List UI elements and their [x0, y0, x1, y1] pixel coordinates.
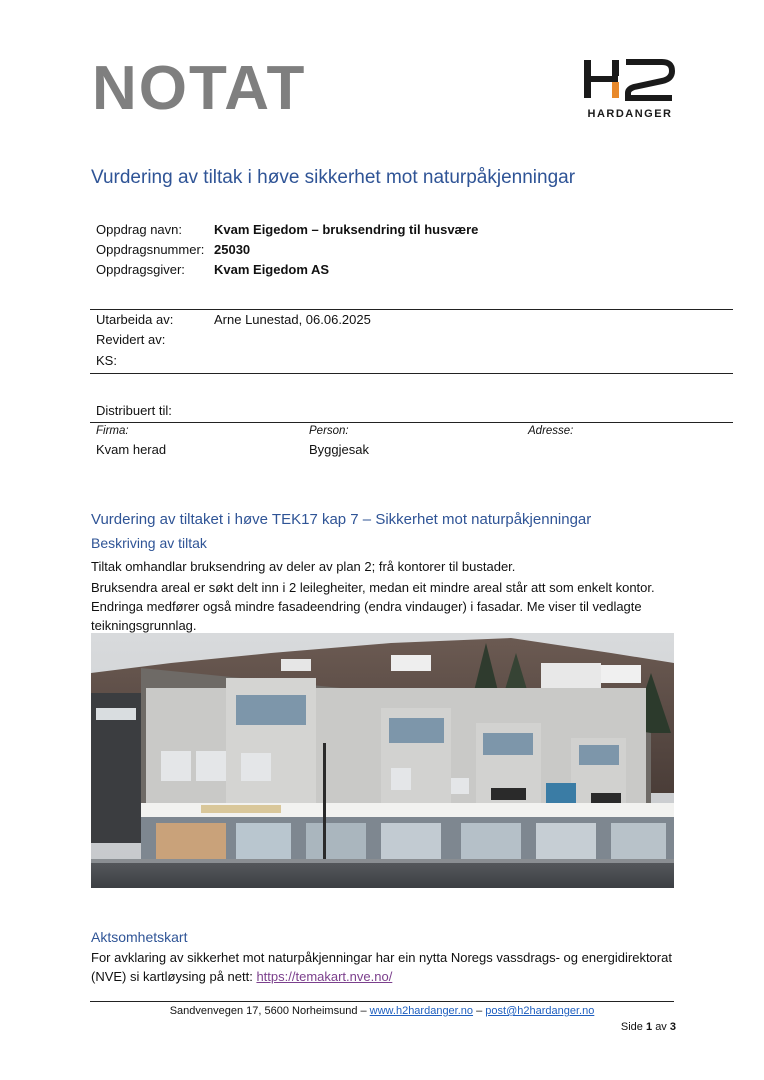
aktsomhet-heading: Aktsomhetskart — [91, 929, 188, 945]
document-title: Vurdering av tiltak i høve sikkerhet mot naturpåkjenningar — [91, 167, 576, 188]
divider — [90, 373, 733, 374]
divider — [90, 422, 733, 423]
oppdrag-navn-value: Kvam Eigedom – bruksendring til husvære — [214, 222, 479, 237]
paragraph: Bruksendra areal er søkt delt inn i 2 leilegheiter, medan eit mindre areal står att som enkelt kontor. Endringa medfører også mindre fasadeendring (endra vindauger) i fasadar. Me viser til vedlagte teikningsgrunnlag. — [91, 580, 655, 633]
footer-dash: – — [476, 1005, 483, 1017]
utarbeida-value: Arne Lunestad, 06.06.2025 — [214, 312, 371, 327]
oppdragsgiver-label: Oppdragsgiver: — [96, 262, 185, 277]
page-heading: NOTAT — [92, 54, 307, 123]
nve-link[interactable]: https://temakart.nve.no/ — [256, 969, 393, 984]
col-adresse-header: Adresse: — [528, 425, 574, 437]
section-subheading: Beskriving av tiltak — [91, 535, 207, 551]
footer-web-link[interactable]: www.h2hardanger.no — [369, 1005, 474, 1017]
paragraph: Tiltak omhandlar bruksendring av deler av plan 2; frå kontorer til bustader. — [91, 559, 516, 574]
footer-divider — [90, 1001, 674, 1002]
section-heading: Vurdering av tiltaket i høve TEK17 kap 7 – Sikkerhet mot naturpåkjenningar — [91, 511, 592, 528]
utarbeida-label: Utarbeida av: — [96, 312, 174, 327]
logo-wordmark: HARDANGER — [587, 108, 673, 120]
page-prefix: Side — [620, 1021, 643, 1033]
firma-value: Kvam herad — [96, 442, 167, 457]
building-photo — [91, 633, 674, 888]
distribuert-label: Distribuert til: — [96, 403, 172, 418]
aktsomhet-paragraph — [91, 948, 681, 986]
revidert-label: Revidert av: — [96, 332, 166, 347]
oppdragsgiver-value: Kvam Eigedom AS — [214, 262, 330, 277]
oppdragsnummer-label: Oppdragsnummer: — [96, 242, 205, 257]
col-firma-header: Firma: — [96, 425, 129, 437]
footer — [90, 1005, 674, 1017]
page-of: av — [655, 1021, 667, 1033]
footer-address: Sandvenvegen 17, 5600 Norheimsund – — [169, 1005, 367, 1017]
divider — [90, 309, 733, 310]
oppdragsnummer-value: 25030 — [214, 242, 251, 257]
oppdrag-navn-label: Oppdrag navn: — [96, 222, 183, 237]
ks-label: KS: — [96, 353, 117, 368]
page-number — [621, 1021, 676, 1033]
page-total: 3 — [669, 1021, 676, 1033]
person-value: Byggjesak — [309, 442, 369, 457]
footer-email-link[interactable]: post@h2hardanger.no — [485, 1005, 595, 1017]
page-current: 1 — [646, 1021, 653, 1033]
col-person-header: Person: — [309, 425, 349, 437]
aktsomhet-text: For avklaring av sikkerhet mot naturpåkjenningar har ein nytta Noregs vassdrags- og energidirektorat (NVE) si kartløysing på nett: — [91, 950, 672, 984]
